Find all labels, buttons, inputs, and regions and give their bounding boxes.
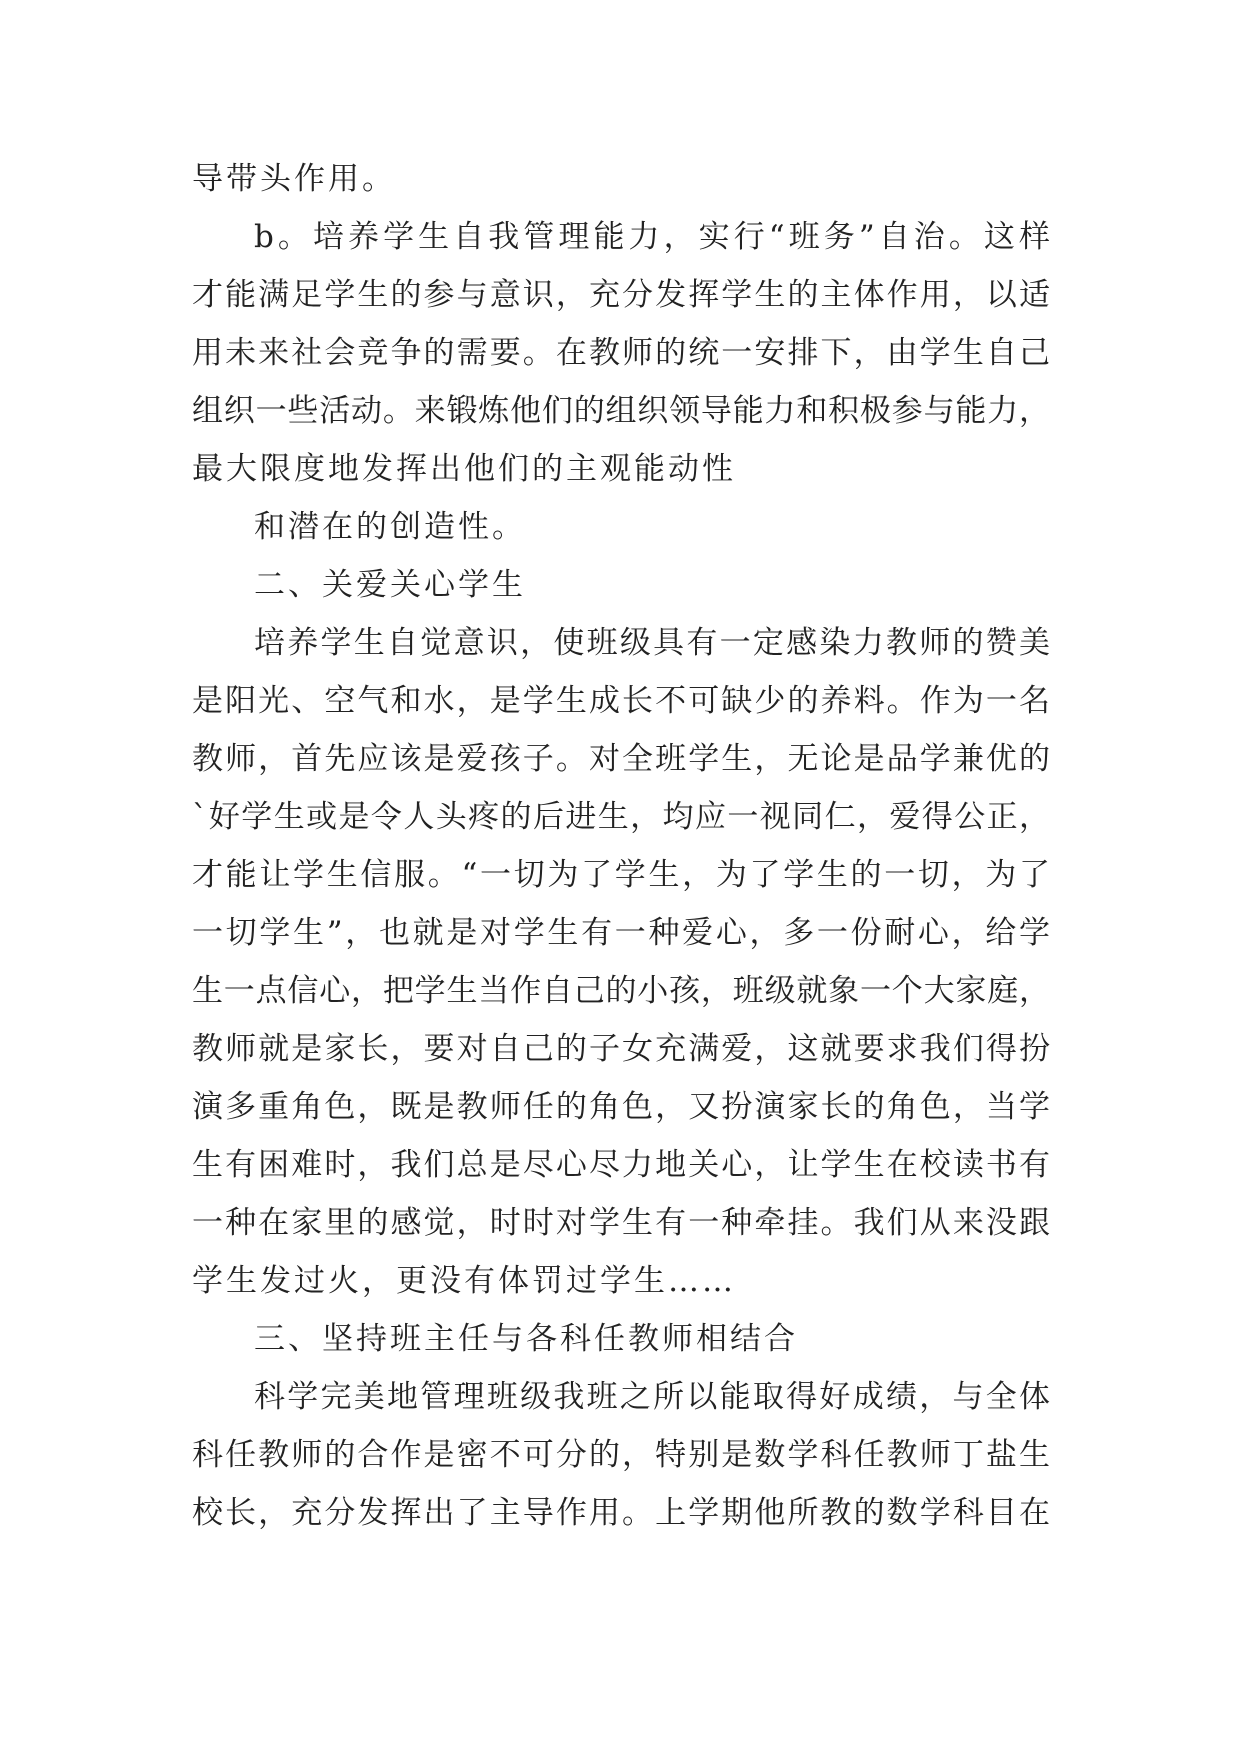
text-line: 导带头作用。 — [192, 161, 396, 197]
text-line: `好学生或是令人头疼的后进生，均应一视同仁，爱得公正， — [192, 799, 1050, 835]
text-line: 是阳光、空气和水，是学生成长不可缺少的养料。作为一名 — [192, 683, 1050, 719]
text-line: 生一点信心，把学生当作自己的小孩，班级就象一个大家庭， — [192, 973, 1050, 1009]
text-line: 科学完美地管理班级我班之所以能取得好成绩，与全体 — [254, 1379, 1050, 1415]
text-line: 用未来社会竞争的需要。在教师的统一安排下，由学生自己 — [192, 335, 1050, 371]
text-line: b。培养学生自我管理能力，实行“班务”自治。这样 — [254, 219, 1050, 255]
text-line: 组织一些活动。来锻炼他们的组织领导能力和积极参与能力， — [192, 393, 1050, 429]
document-body — [192, 150, 1050, 1542]
text-line: 一种在家里的感觉，时时对学生有一种牵挂。我们从来没跟 — [192, 1205, 1050, 1241]
text-line: 校长，充分发挥出了主导作用。上学期他所教的数学科目在 — [192, 1495, 1050, 1531]
text-line: 培养学生自觉意识，使班级具有一定感染力教师的赞美 — [254, 625, 1050, 661]
text-line: 学生发过火，更没有体罚过学生…… — [192, 1263, 736, 1299]
section-heading: 三、坚持班主任与各科任教师相结合 — [254, 1321, 798, 1357]
text-line: 才能让学生信服。“一切为了学生，为了学生的一切，为了 — [192, 857, 1050, 893]
text-line: 生有困难时，我们总是尽心尽力地关心，让学生在校读书有 — [192, 1147, 1050, 1183]
text-line: 才能满足学生的参与意识，充分发挥学生的主体作用，以适 — [192, 277, 1050, 313]
section-heading: 二、关爱关心学生 — [254, 567, 526, 603]
text-line: 演多重角色，既是教师任的角色，又扮演家长的角色，当学 — [192, 1089, 1050, 1125]
text-line: 教师就是家长，要对自己的子女充满爱，这就要求我们得扮 — [192, 1031, 1050, 1067]
text-line: 科任教师的合作是密不可分的，特别是数学科任教师丁盐生 — [192, 1437, 1050, 1473]
text-line: 最大限度地发挥出他们的主观能动性 — [192, 451, 736, 487]
text-line: 一切学生”，也就是对学生有一种爱心，多一份耐心，给学 — [192, 915, 1050, 951]
text-line: 教师，首先应该是爱孩子。对全班学生，无论是品学兼优的 — [192, 741, 1050, 777]
text-line: 和潜在的创造性。 — [254, 509, 526, 545]
